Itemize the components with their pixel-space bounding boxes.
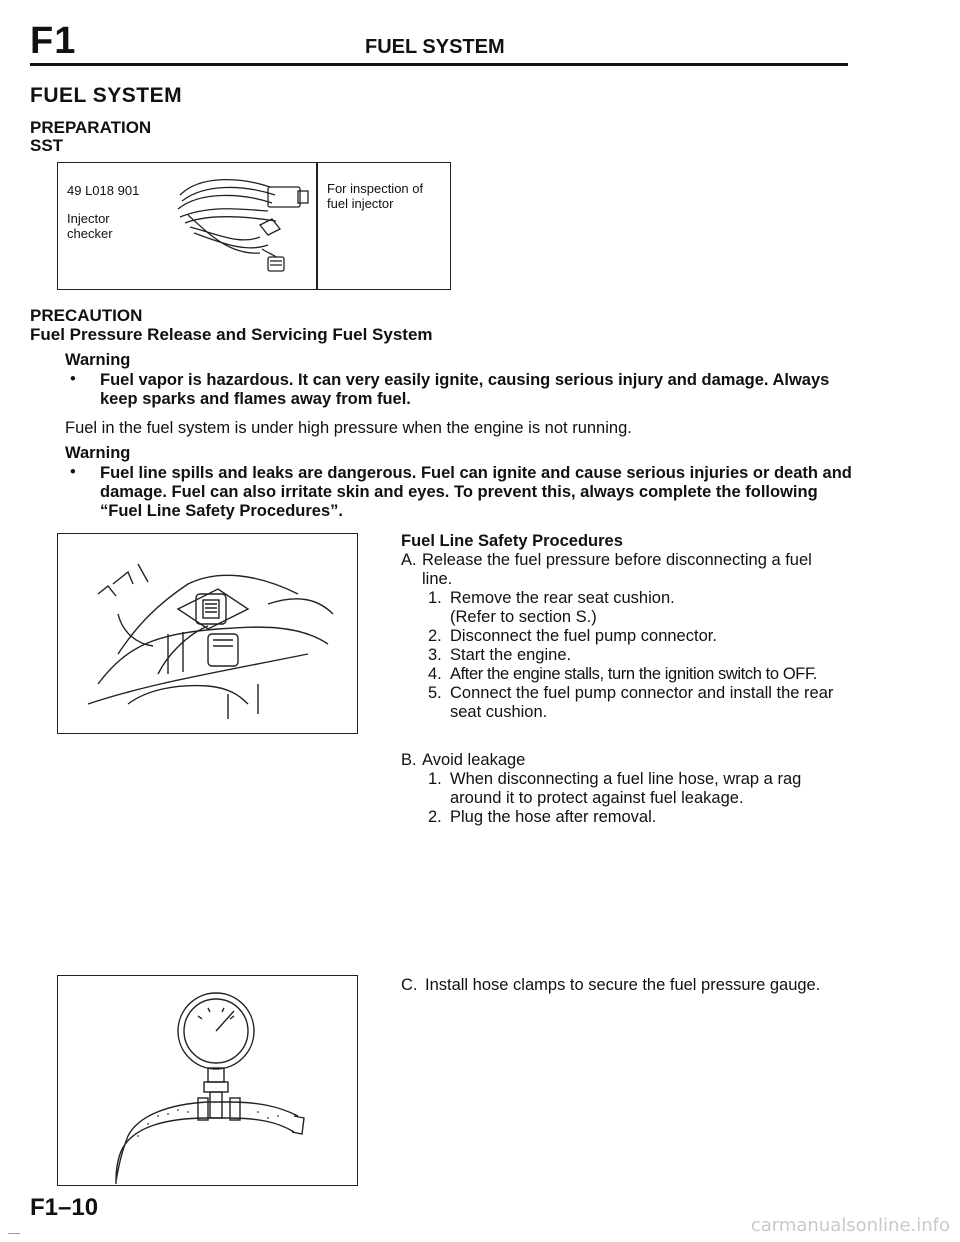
procedure-b-text: Avoid leakage xyxy=(422,751,526,769)
procedure-c-text: Install hose clamps to secure the fuel pressure gauge. xyxy=(425,976,821,994)
procedure-b-step-text: When disconnecting a fuel line hose, wrap a rag around it to protect against fuel leakage. xyxy=(450,770,802,807)
sst-heading: SST xyxy=(30,136,64,155)
pressure-note: Fuel in the fuel system is under high pressure when the engine is not running. xyxy=(65,419,632,437)
procedure-a-step-num: 3. xyxy=(428,646,442,664)
sst-table-divider xyxy=(316,163,318,289)
warning-label-2: Warning xyxy=(65,444,131,462)
chapter-code: F1 xyxy=(30,20,77,62)
figure-fuel-pump-connector xyxy=(57,533,358,734)
page-code: F1–10 xyxy=(30,1194,99,1221)
injector-checker-illustration xyxy=(150,165,310,283)
procedure-a-step-num: 5. xyxy=(428,684,442,702)
header-rule xyxy=(30,63,848,66)
procedure-a-step-num: 4. xyxy=(428,665,442,683)
warning-bullet-1: • xyxy=(70,370,76,388)
watermark: carmanualsonline.info xyxy=(750,1215,950,1236)
procedure-a-step-num: 2. xyxy=(428,627,442,645)
section-title: FUEL SYSTEM xyxy=(30,84,183,107)
warning-bullet-2: • xyxy=(70,463,76,481)
fuel-pump-connector-illustration xyxy=(58,534,357,733)
procedure-a-label: A. xyxy=(401,551,417,569)
corner-mark xyxy=(8,1233,20,1234)
procedure-b-step-text: Plug the hose after removal. xyxy=(450,808,657,826)
warning-text-2: Fuel line spills and leaks are dangerous. Fuel can ignite and cause serious injuries or death and damage. Fuel can also irritate skin and eyes. To prevent this, always complete the following “Fuel Line Safety Procedures”. xyxy=(100,464,852,520)
figure-fuel-pressure-gauge xyxy=(57,975,358,1186)
precaution-heading: PRECAUTION xyxy=(30,306,143,325)
procedure-a-step-text: After the engine stalls, turn the ignition switch to OFF. xyxy=(450,665,817,683)
procedure-a-text: Release the fuel pressure before disconnecting a fuel line. xyxy=(422,551,812,588)
procedure-b-label: B. xyxy=(401,751,417,769)
fuel-pressure-gauge-illustration xyxy=(58,976,357,1185)
procedure-a-step-text: (Refer to section S.) xyxy=(450,608,597,626)
procedure-a-step-text: Connect the fuel pump connector and install the rear seat cushion. xyxy=(450,684,834,721)
sst-table xyxy=(57,162,451,290)
procedure-b-step-num: 1. xyxy=(428,770,442,788)
procedure-a-step-text: Start the engine. xyxy=(450,646,572,664)
procedure-b-step-num: 2. xyxy=(428,808,442,826)
warning-label-1: Warning xyxy=(65,351,131,369)
warning-text-1: Fuel vapor is hazardous. It can very easily ignite, causing serious injury and damage. Always keep sparks and flames away from fuel. xyxy=(100,371,830,408)
precaution-subheading: Fuel Pressure Release and Servicing Fuel System xyxy=(30,325,433,344)
sst-purpose: For inspection of fuel injector xyxy=(327,181,424,211)
sst-name: Injector checker xyxy=(67,211,113,241)
preparation-heading: PREPARATION xyxy=(30,118,152,137)
procedure-a-step-num: 1. xyxy=(428,589,442,607)
procedure-a-step-text: Remove the rear seat cushion. xyxy=(450,589,675,607)
procedure-c-label: C. xyxy=(401,976,418,994)
header-title: FUEL SYSTEM xyxy=(365,36,505,58)
procedure-a-step-text: Disconnect the fuel pump connector. xyxy=(450,627,717,645)
sst-number: 49 L018 901 xyxy=(67,183,140,198)
procedures-title: Fuel Line Safety Procedures xyxy=(401,532,623,550)
